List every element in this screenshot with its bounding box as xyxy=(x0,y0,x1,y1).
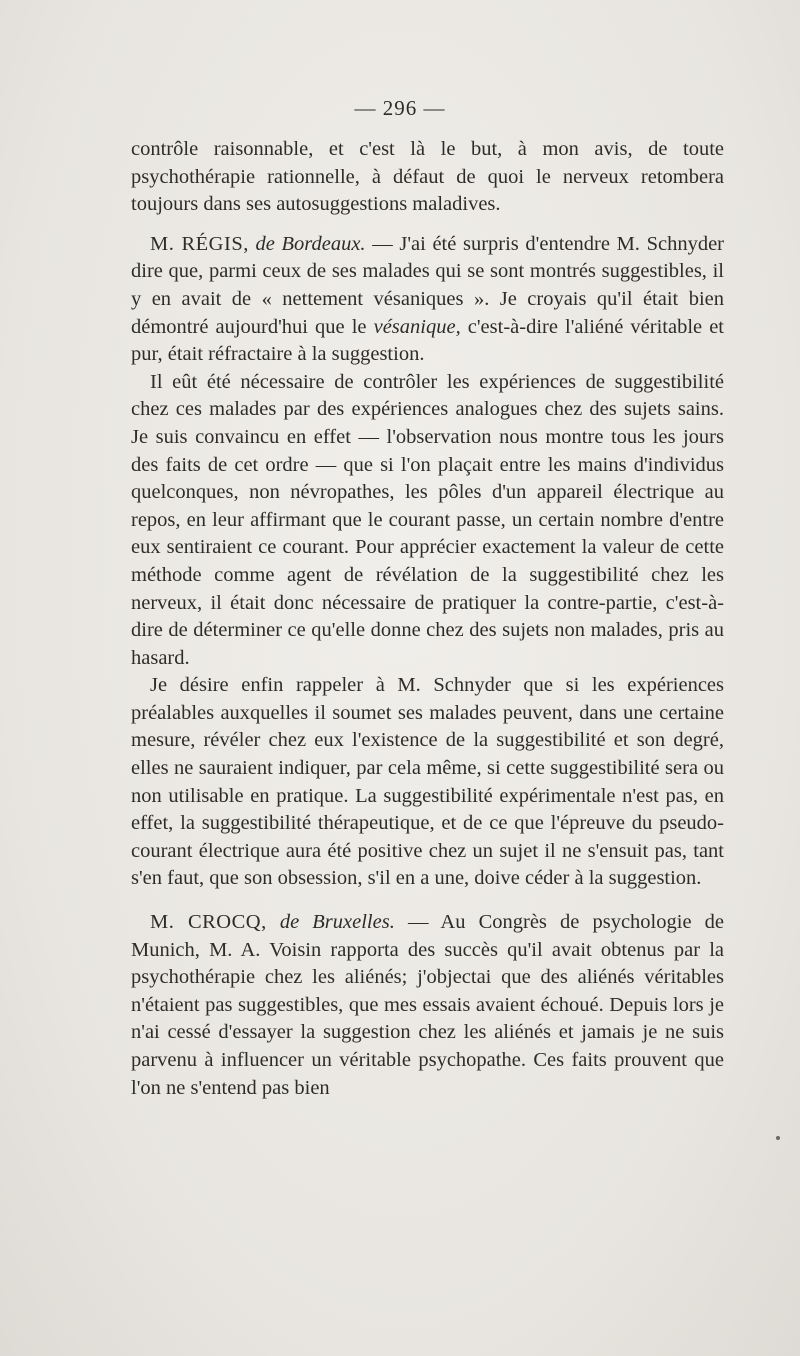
regis-place: de Bordeaux. xyxy=(255,232,366,255)
crocq-speaker: M. CROCQ, xyxy=(150,911,267,934)
crocq-place: de Bruxelles. xyxy=(279,911,395,934)
intro-paragraph: contrôle raisonnable, et c'est là le but, à mon avis, de toute psychothérapie rationnelle, à défaut de quoi le nerveux retombera toujours dans ses autosuggestions maladives. xyxy=(131,138,724,216)
regis-paragraph-1 xyxy=(131,231,724,369)
regis-text-b: c'est-à-dire l'aliéné véritable et pur, était réfractaire à la suggestion. xyxy=(131,315,724,366)
regis-emphasis: vésanique, xyxy=(373,315,461,338)
crocq-text: — Au Congrès de psychologie de Munich, M. A. Voisin rapporta des succès qu'il avait obtenus par la psychothérapie chez les aliénés; j'objectai que des aliénés véritables n'étaient pas suggestibles, que mes essais avaient échoué. Depuis lors je n'ai cessé d'essayer la suggestion chez les aliénés et jamais je ne suis parvenu à influencer un véritable psychopathe. Ces faits prouvent que l'on ne s'entend pas bien xyxy=(131,911,724,1099)
page-body xyxy=(131,136,724,1102)
regis-speaker: M. RÉGIS, xyxy=(150,232,249,255)
page-number: — 296 — xyxy=(354,96,446,120)
crocq-paragraph xyxy=(131,909,724,1102)
regis-paragraph-3: Je désire enfin rappeler à M. Schnyder que si les expériences préalables auxquelles il soumet ses malades peuvent, dans une certaine mesure, révéler chez eux l'existence de la suggestibilité et son degré, elles ne sauraient indiquer, par cela même, si cette suggestibilité sera ou non utilisable en pratique. La suggestibilité expérimentale n'est pas, en effet, la suggestibilité thérapeutique, et de ce que l'épreuve du pseudo-courant électrique aura été positive chez un sujet il ne s'ensuit pas, tant s'en faut, que son obsession, s'il en a une, doive céder à la suggestion. xyxy=(131,674,724,890)
regis-paragraph-2: Il eût été nécessaire de contrôler les expériences de suggestibilité chez ces malades par des expériences analogues chez des sujets sains. Je suis convaincu en effet — l'observation nous montre tous les jours des faits de cet ordre — que si l'on plaçait entre les mains d'individus quelconques, non névropathes, les pôles d'un appareil électrique au repos, en leur affirmant que le courant passe, un certain nombre d'entre eux sentiraient ce courant. Pour apprécier exactement la valeur de cette méthode comme agent de révélation de la suggestibilité chez les nerveux, il était donc nécessaire de pratiquer la contre-partie, c'est-à-dire de déterminer ce qu'elle donne chez des sujets non malades, pris au hasard. xyxy=(131,370,724,669)
ink-speck xyxy=(776,1136,780,1140)
regis-text-a: — J'ai été surpris d'entendre M. Schnyder dire que, parmi ceux de ses malades qui se sont montrés suggestibles, il y en avait de « nettement vésaniques ». Je croyais qu'il était bien démontré aujourd'hui que le xyxy=(131,232,724,338)
